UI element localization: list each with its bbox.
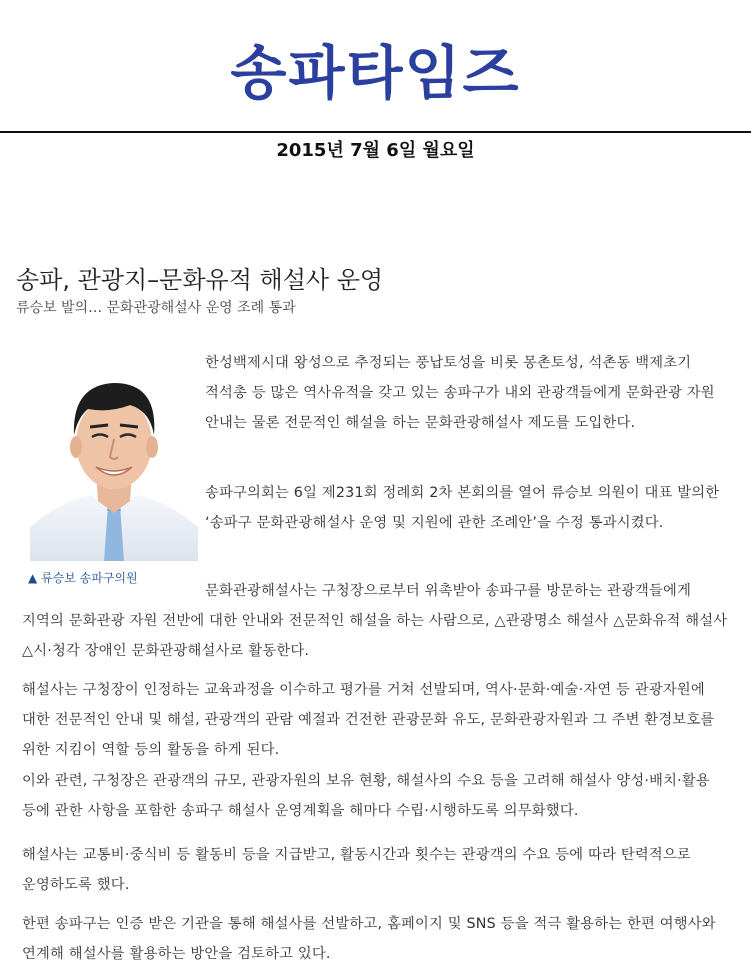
reporter-photo (30, 355, 198, 561)
article-paragraph-6: 해설사는 교통비·중식비 등 활동비 등을 지급받고, 활동시간과 횟수는 관광객의 수요 등에 따라 탄력적으로 운영하도록 했다. (22, 847, 691, 893)
article-subhead: 류승보 발의… 문화관광해설사 운영 조례 통과 (16, 300, 296, 316)
article-paragraph-5: 이와 관련, 구청장은 관광객의 규모, 관광자원의 보유 현황, 해설사의 수요 등을 고려해 해설사 양성·배치·활용 등에 관한 사항을 포함한 송파구 해설사 운영계획을 해마다 수립·시행하도록 의무화했다. (22, 773, 710, 819)
article-paragraph-4: 해설사는 구청장이 인정하는 교육과정을 이수하고 평가를 거쳐 선발되며, 역사·문화·예술·자연 등 관광자원에 대한 전문적인 안내 및 해설, 관광객의 관람 예절과 건전한 관광문화 유도, 문화관광자원과 그 주변 환경보호를 위한 지킴이 역할 등의 활동을 하게 된다. (22, 682, 715, 758)
article-paragraph-1: 한성백제시대 왕성으로 추정되는 풍납토성을 비롯 몽촌토성, 석촌동 백제초기 적석총 등 많은 역사유적을 갖고 있는 송파구가 내외 관광객들에게 문화관광 자원 안내는 물론 전문적인 해설을 하는 문화관광해설사 제도를 도입한다. (205, 355, 715, 431)
site-logo[interactable]: 송파타임즈 (230, 39, 521, 107)
photo-caption: ▲ 류승보 송파구의원 (28, 571, 138, 585)
masthead (0, 0, 751, 131)
article-paragraph-3: 문화관광해설사는 구청장으로부터 위촉받아 송파구를 방문하는 관광객들에게 지역의 문화관광 자원 전반에 대한 안내와 전문적인 해설을 하는 사람으로, △관광명소 해설사 △문화유적 해설사 △시·청각 장애인 문화관광해설사로 활동한다. (22, 583, 728, 659)
issue-date: 2015년 7월 6일 월요일 (276, 140, 475, 161)
article-paragraph-7: 한편 송파구는 인증 받은 기관을 통해 해설사를 선발하고, 홈페이지 및 SNS 등을 적극 활용하는 한편 여행사와 연계해 해설사를 활용하는 방안을 검토하고 있다. (22, 916, 716, 962)
article-headline: 송파, 관광지–문화유적 해설사 운영 (16, 266, 384, 294)
portrait-image (30, 355, 198, 561)
article-paragraph-2: 송파구의회는 6일 제231회 정례회 2차 본회의를 열어 류승보 의원이 대표 발의한 ‘송파구 문화관광해설사 운영 및 지원에 관한 조례안’을 수정 통과시켰다. (205, 485, 720, 531)
masthead-divider (0, 131, 751, 133)
